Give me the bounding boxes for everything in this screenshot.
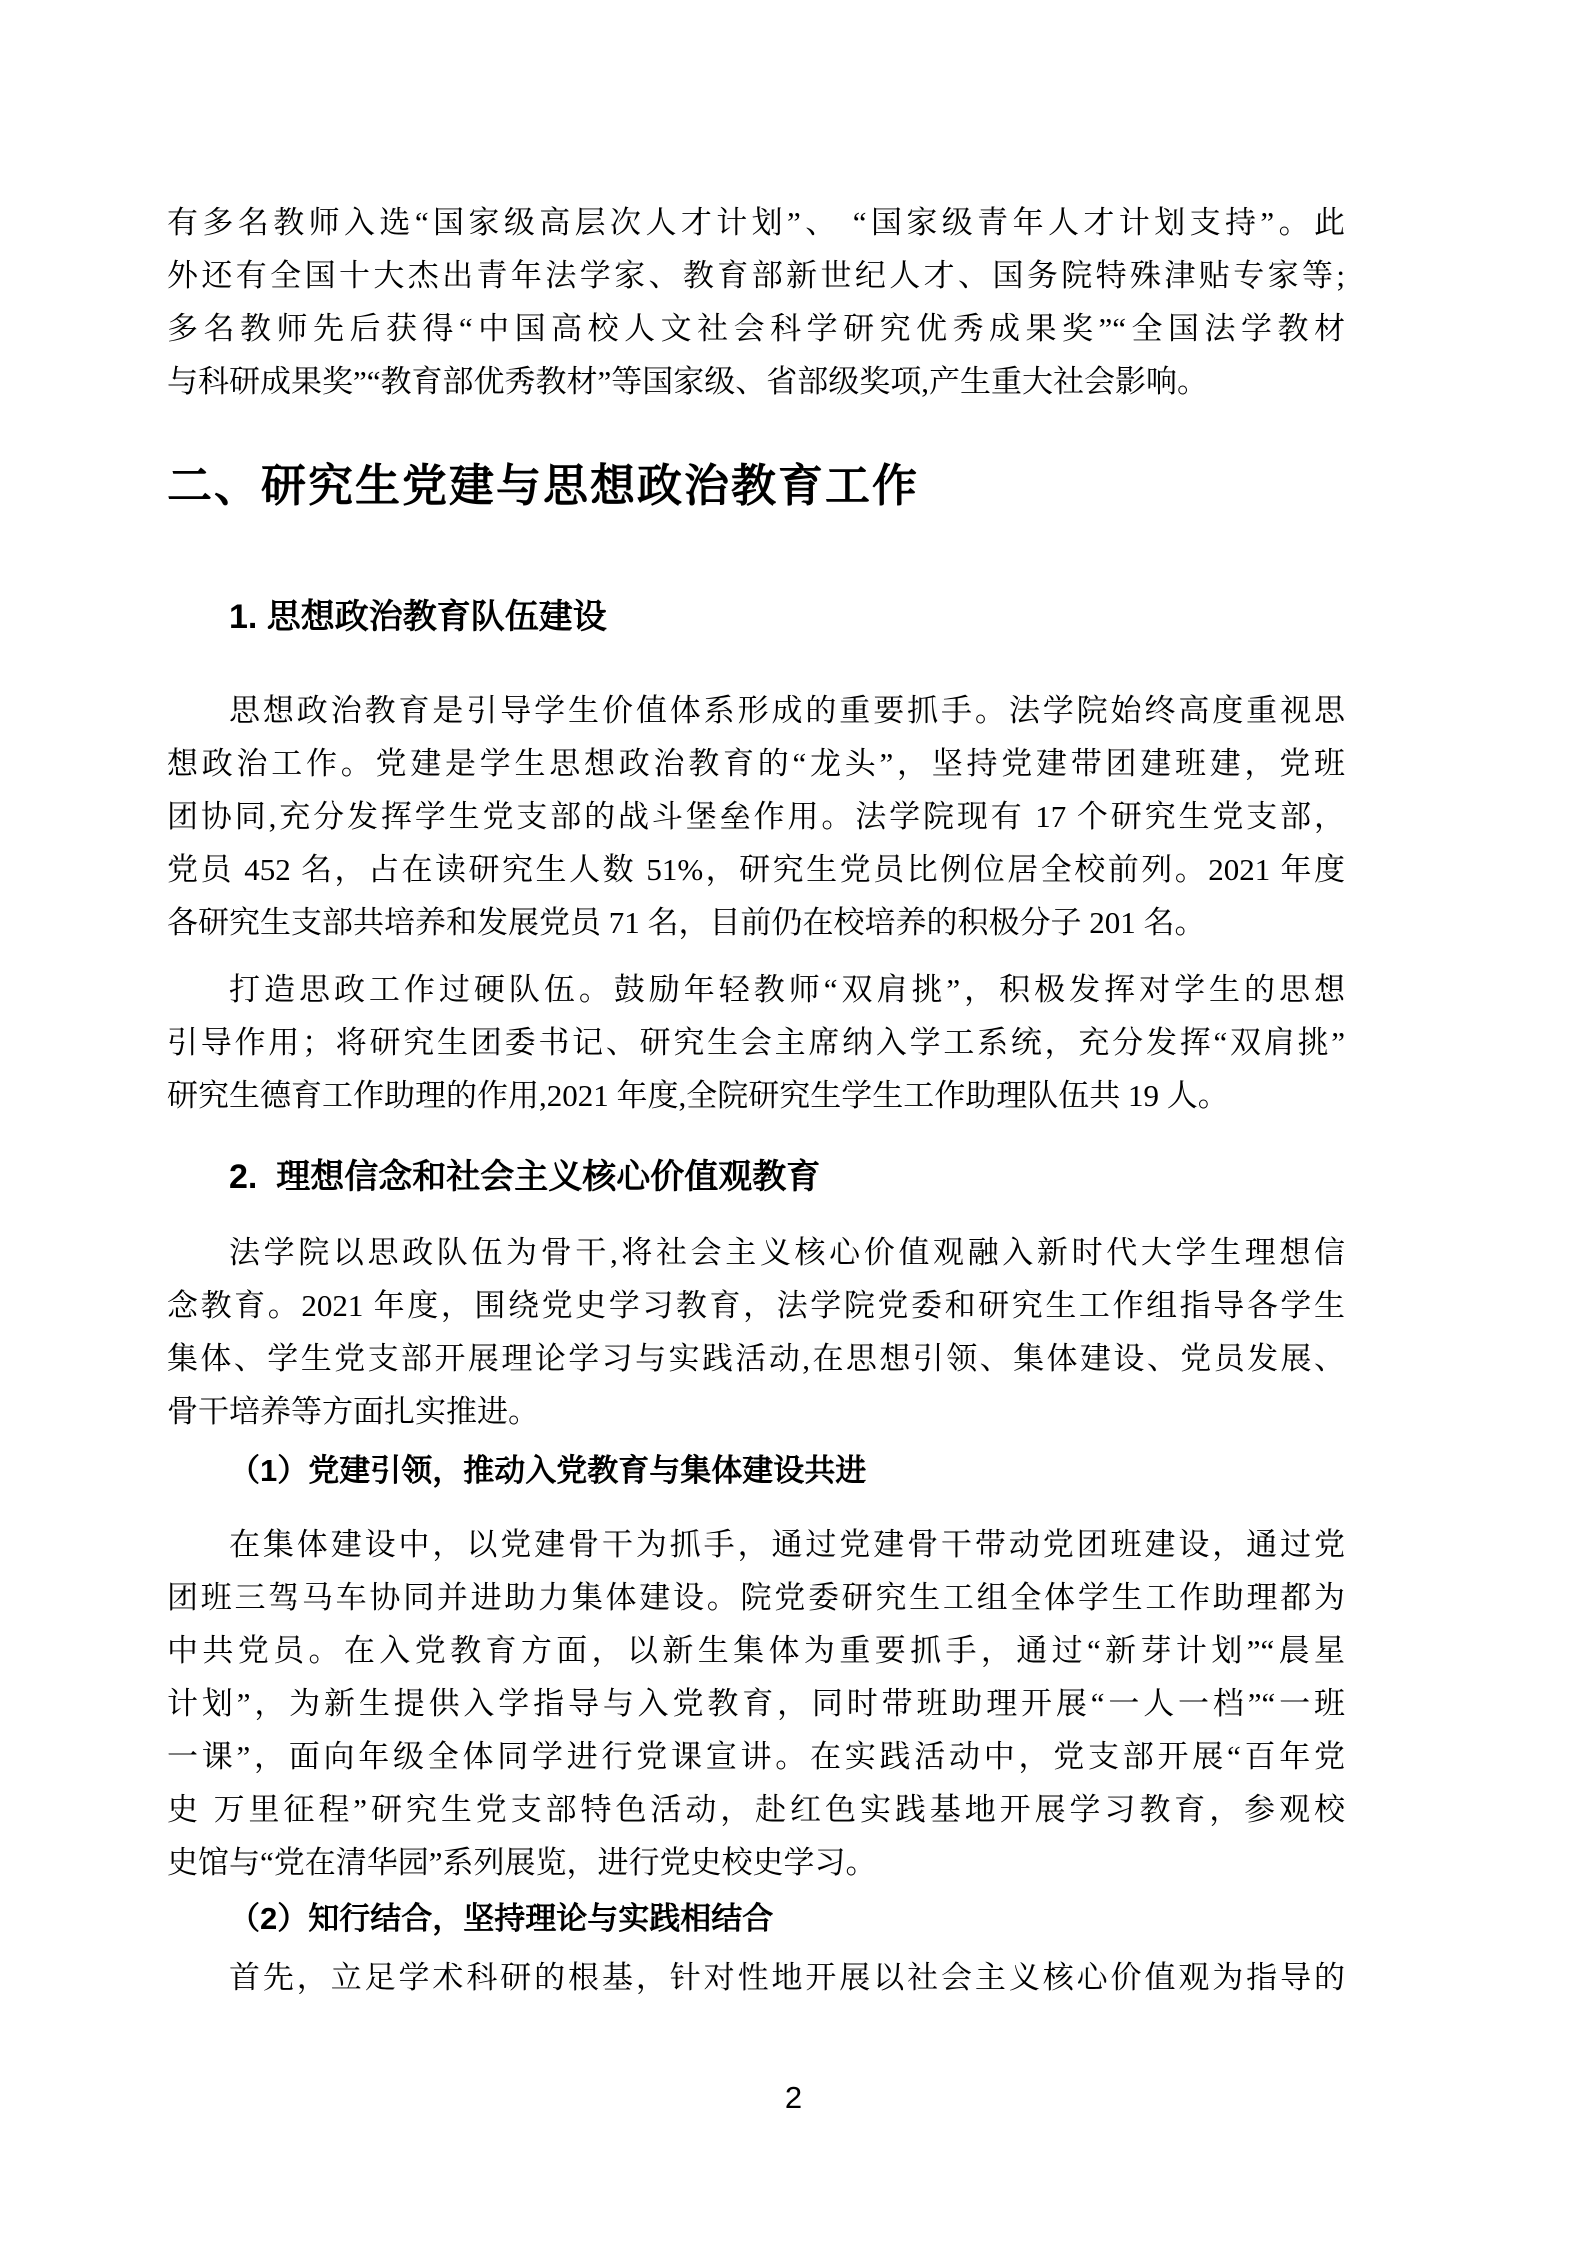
body-text-line: 多名教师先后获得“中国高校人文社会科学研究优秀成果奖”“全国法学教材 <box>167 311 1345 346</box>
item-heading-2: （2）知行结合，坚持理论与实践相结合 <box>229 1901 774 1936</box>
section-heading: 二、研究生党建与思想政治教育工作 <box>167 460 920 511</box>
body-text-line: 与科研成果奖”“教育部优秀教材”等国家级、省部级奖项,产生重大社会影响。 <box>167 364 1209 399</box>
paragraph <box>167 1518 1345 1889</box>
body-text-line: 在集体建设中，以党建骨干为抓手，通过党建骨干带动党团班建设，通过党 <box>229 1527 1345 1562</box>
body-text-line: 想政治工作。党建是学生思想政治教育的“龙头”，坚持党建带团建班建，党班 <box>167 746 1345 781</box>
body-text-line: 史馆与“党在清华园”系列展览，进行党史校史学习。 <box>167 1845 877 1880</box>
paragraph <box>167 1226 1345 1438</box>
body-text-line: 一课”，面向年级全体同学进行党课宣讲。在实践活动中，党支部开展“百年党 <box>167 1739 1345 1774</box>
body-text-line: 中共党员。在入党教育方面，以新生集体为重要抓手，通过“新芽计划”“晨星 <box>167 1633 1345 1668</box>
body-text-line: 史 万里征程”研究生党支部特色活动，赴红色实践基地开展学习教育，参观校 <box>167 1792 1345 1827</box>
body-text-line: 各研究生支部共培养和发展党员 71 名，目前仍在校培养的积极分子 201 名。 <box>167 905 1206 940</box>
item-heading-1: （1）党建引领，推动入党教育与集体建设共进 <box>229 1453 867 1488</box>
body-text-line: 首先，立足学术科研的根基，针对性地开展以社会主义核心价值观为指导的 <box>229 1960 1345 1995</box>
body-text-line: 有多名教师入选“国家级高层次人才计划”、 “国家级青年人才计划支持”。此 <box>167 205 1345 240</box>
paragraph <box>167 1951 1345 2004</box>
body-text-line: 计划”，为新生提供入学指导与入党教育，同时带班助理开展“一人一档”“一班 <box>167 1686 1345 1721</box>
paragraph <box>167 963 1345 1122</box>
body-text-line: 团班三驾马车协同并进助力集体建设。院党委研究生工组全体学生工作助理都为 <box>167 1580 1345 1615</box>
body-text-line: 引导作用；将研究生团委书记、研究生会主席纳入学工系统，充分发挥“双肩挑” <box>167 1025 1345 1060</box>
body-text-line: 研究生德育工作助理的作用,2021 年度,全院研究生学生工作助理队伍共 19 人。 <box>167 1078 1229 1113</box>
body-text-line: 念教育。2021 年度，围绕党史学习教育，法学院党委和研究生工作组指导各学生 <box>167 1288 1345 1323</box>
body-text-line: 团协同,充分发挥学生党支部的战斗堡垒作用。法学院现有 17 个研究生党支部， <box>167 799 1345 834</box>
body-text-line: 思想政治教育是引导学生价值体系形成的重要抓手。法学院始终高度重视思 <box>229 693 1345 728</box>
page-number: 2 <box>784 2080 803 2115</box>
subsection-heading-1: 1. 思想政治教育队伍建设 <box>229 598 607 636</box>
paragraph <box>167 684 1345 949</box>
content-area <box>167 196 1345 2004</box>
body-text-line: 法学院以思政队伍为骨干,将社会主义核心价值观融入新时代大学生理想信 <box>229 1235 1345 1270</box>
paragraph <box>167 196 1345 408</box>
subsection-heading-2: 2. 理想信念和社会主义核心价值观教育 <box>229 1158 821 1196</box>
body-text-line: 党员 452 名，占在读研究生人数 51%，研究生党员比例位居全校前列。2021 年度 <box>167 852 1345 887</box>
body-text-line: 外还有全国十大杰出青年法学家、教育部新世纪人才、国务院特殊津贴专家等; <box>167 258 1345 293</box>
body-text-line: 集体、学生党支部开展理论学习与实践活动,在思想引领、集体建设、党员发展、 <box>167 1341 1345 1376</box>
body-text-line: 骨干培养等方面扎实推进。 <box>167 1394 539 1429</box>
body-text-line: 打造思政工作过硬队伍。鼓励年轻教师“双肩挑”，积极发挥对学生的思想 <box>229 972 1345 1007</box>
